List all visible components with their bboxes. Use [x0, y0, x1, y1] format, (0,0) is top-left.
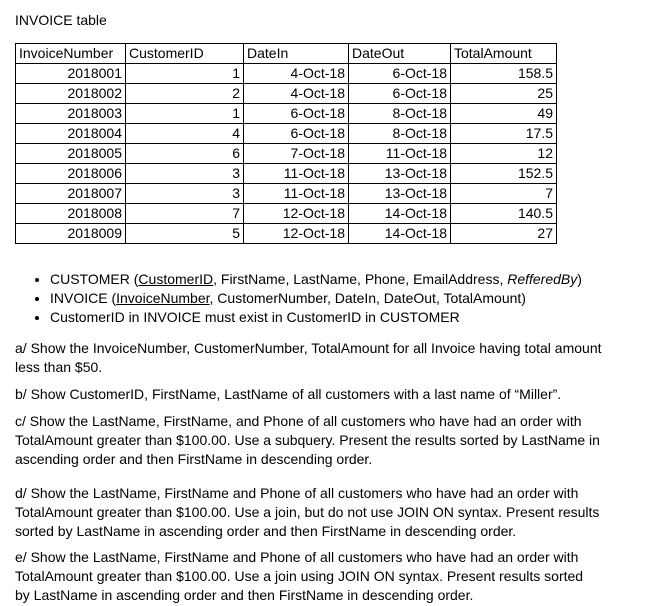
header-cell: DateOut [349, 44, 451, 64]
table-cell: 1 [126, 104, 244, 124]
table-cell: 14-Oct-18 [349, 224, 451, 244]
header-cell: DateIn [244, 44, 349, 64]
header-cell: TotalAmount [451, 44, 557, 64]
question-a [15, 339, 655, 377]
header-cell: CustomerID [126, 44, 244, 64]
table-row [16, 144, 557, 164]
table-cell: 140.5 [451, 204, 557, 224]
table-cell: 3 [126, 184, 244, 204]
text: , FirstName, LastName, Phone, EmailAddress, [213, 271, 508, 287]
question-line: a/ Show the InvoiceNumber, CustomerNumber, TotalAmount for all Invoice having total amount [15, 340, 602, 356]
list-item [50, 289, 661, 308]
question-line: less than $50. [15, 359, 103, 375]
table-row [16, 104, 557, 124]
table-cell: 25 [451, 84, 557, 104]
table-cell: 8-Oct-18 [349, 104, 451, 124]
table-cell: 1 [126, 64, 244, 84]
table-cell: 11-Oct-18 [349, 144, 451, 164]
table-row [16, 84, 557, 104]
text: , CustomerNumber, DateIn, DateOut, TotalAmount) [209, 290, 526, 306]
question-line: d/ Show the LastName, FirstName and Phone of all customers who have had an order with [15, 485, 579, 501]
question-line: e/ Show the LastName, FirstName and Phone of all customers who have had an order with [15, 549, 579, 565]
table-cell: 14-Oct-18 [349, 204, 451, 224]
table-cell: 6 [126, 144, 244, 164]
table-cell: 7-Oct-18 [244, 144, 349, 164]
table-cell: 8-Oct-18 [349, 124, 451, 144]
question-line: ascending order and then FirstName in descending order. [15, 451, 373, 467]
table-cell: 27 [451, 224, 557, 244]
table-cell: 158.5 [451, 64, 557, 84]
table-cell: 6-Oct-18 [349, 64, 451, 84]
question-e [15, 548, 655, 605]
table-cell: 2 [126, 84, 244, 104]
table-title: INVOICE table [15, 12, 107, 28]
table-cell: 5 [126, 224, 244, 244]
table-cell: 152.5 [451, 164, 557, 184]
table-cell: 17.5 [451, 124, 557, 144]
table-cell: 3 [126, 164, 244, 184]
question-line: sorted by LastName in ascending order and then FirstName in descending order. [15, 523, 517, 539]
primary-key: CustomerID [138, 271, 214, 287]
question-line: TotalAmount greater than $100.00. Use a join, but do not use JOIN ON syntax. Present results [15, 504, 600, 520]
table-cell: 7 [126, 204, 244, 224]
table-cell: 2018004 [16, 124, 126, 144]
table-row [16, 224, 557, 244]
table-cell: 2018008 [16, 204, 126, 224]
foreign-key: RefferedBy [507, 271, 578, 287]
list-item [50, 270, 661, 289]
table-cell: 4-Oct-18 [244, 64, 349, 84]
text: CUSTOMER ( [50, 271, 139, 287]
text: ) [577, 271, 582, 287]
table-header-row [16, 44, 557, 64]
text: INVOICE ( [50, 290, 117, 306]
question-line: b/ Show CustomerID, FirstName, LastName of all customers with a last name of “Miller”. [15, 386, 562, 402]
table-cell: 2018007 [16, 184, 126, 204]
header-cell: InvoiceNumber [16, 44, 126, 64]
table-cell: 12 [451, 144, 557, 164]
table-row [16, 64, 557, 84]
table-cell: 6-Oct-18 [349, 84, 451, 104]
table-row [16, 164, 557, 184]
table-cell: 6-Oct-18 [244, 104, 349, 124]
question-line: TotalAmount greater than $100.00. Use a join using JOIN ON syntax. Present results sorted [15, 568, 584, 584]
table-cell: 2018002 [16, 84, 126, 104]
question-line: c/ Show the LastName, FirstName, and Phone of all customers who have had an order with [15, 413, 582, 429]
question-line: TotalAmount greater than $100.00. Use a subquery. Present the results sorted by LastName in [15, 432, 600, 448]
table-cell: 11-Oct-18 [244, 164, 349, 184]
list-item: • CustomerID in INVOICE must exist in CustomerID in CUSTOMER [50, 308, 661, 327]
table-row [16, 184, 557, 204]
table-cell: 4 [126, 124, 244, 144]
table-row [16, 124, 557, 144]
table-cell: 13-Oct-18 [349, 184, 451, 204]
invoice-table [15, 43, 557, 244]
question-b [15, 385, 655, 404]
table-cell: 2018005 [16, 144, 126, 164]
schema-list [28, 270, 661, 327]
question-d [15, 484, 655, 541]
table-cell: 4-Oct-18 [244, 84, 349, 104]
table-row [16, 204, 557, 224]
question-line: by LastName in ascending order and then FirstName in descending order. [15, 587, 474, 603]
table-cell: 13-Oct-18 [349, 164, 451, 184]
table-cell: 11-Oct-18 [244, 184, 349, 204]
table-cell: 7 [451, 184, 557, 204]
table-cell: 12-Oct-18 [244, 204, 349, 224]
table-cell: 12-Oct-18 [244, 224, 349, 244]
table-cell: 49 [451, 104, 557, 124]
question-c [15, 412, 655, 469]
table-cell: 2018001 [16, 64, 126, 84]
primary-key: InvoiceNumber [116, 290, 210, 306]
table-cell: 6-Oct-18 [244, 124, 349, 144]
table-cell: 2018003 [16, 104, 126, 124]
table-cell: 2018009 [16, 224, 126, 244]
table-cell: 2018006 [16, 164, 126, 184]
